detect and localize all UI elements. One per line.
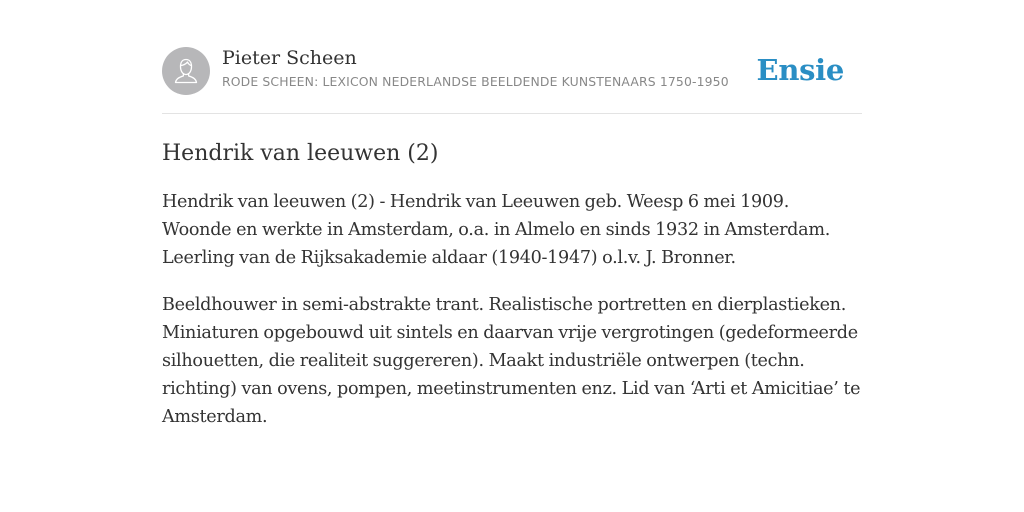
- user-silhouette-icon: [162, 47, 210, 95]
- ensie-logo[interactable]: Ensie: [756, 53, 844, 87]
- author-name[interactable]: Pieter Scheen: [222, 47, 357, 69]
- author-avatar[interactable]: [162, 47, 210, 95]
- source-title[interactable]: RODE SCHEEN: LEXICON NEDERLANDSE BEELDENDE KUNSTENAARS 1750-1950: [222, 74, 729, 89]
- article-paragraph-2: Beeldhouwer in semi-abstrakte trant. Realistische portretten en dierplastieken. Miniaturen opgebouwd uit sintels en daarvan vrije vergrotingen (gedeformeerde silhouetten, die realiteit suggereren). Maakt industriële ontwerpen (techn. richting) van ovens, pompen, meetinstrumenten enz. Lid van ‘Arti et Amicitiae’ te Amsterdam.: [162, 295, 861, 427]
- article-paragraph-1: Hendrik van leeuwen (2) - Hendrik van Leeuwen geb. Weesp 6 mei 1909. Woonde en werkte in Amsterdam, o.a. in Almelo en sinds 1932 in Amsterdam. Leerling van de Rijksakademie aldaar (1940-1947) o.l.v. J. Bronner.: [162, 192, 831, 268]
- article-header: [162, 46, 862, 114]
- article-title: Hendrik van leeuwen (2): [162, 141, 439, 166]
- article-card: [162, 46, 862, 431]
